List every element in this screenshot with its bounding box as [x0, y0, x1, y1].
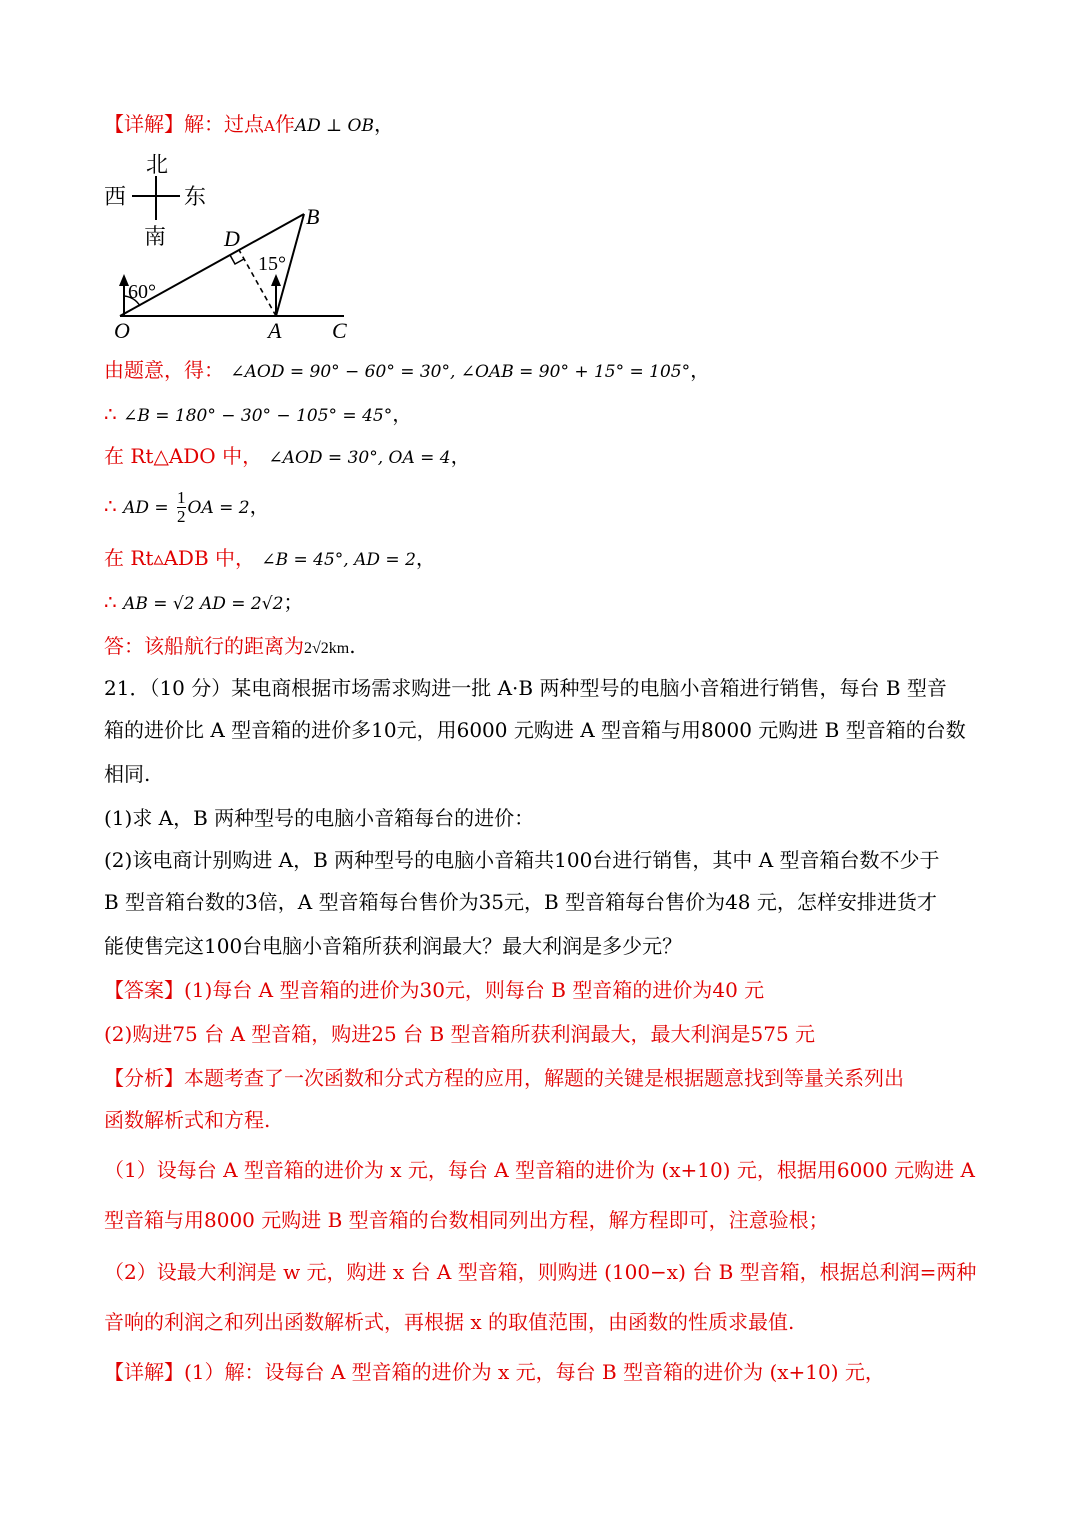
detail-part-1: 【详解】(1）解：设每台 A 型音箱的进价为 x 元，每台 B 型音箱的进价为 (x+10) 元， [104, 1360, 885, 1384]
problem-21-answer-1: 【答案】(1)每台 A 型音箱的进价为30元，则每台 B 型音箱的进价为40 元 [104, 978, 765, 1002]
step-4-fraction [177, 489, 186, 526]
problem-21-question-2-line-1: (2)该电商计别购进 A，B 两种型号的电脑小音箱共100台进行销售，其中 A 型音箱台数不少于 [104, 848, 940, 872]
analysis-part-1-line-2: 型音箱与用8000 元购进 B 型音箱的台数相同列出方程，解方程即可，注意验根； [104, 1208, 829, 1232]
right-angle-mark [230, 255, 244, 264]
fraction-denominator: 2 [177, 507, 186, 526]
detail-intro [104, 110, 394, 140]
answer-end: . [349, 634, 356, 658]
compass-north: 北 [146, 152, 169, 177]
label-O: O [114, 318, 130, 343]
step-5-end: ， [415, 546, 436, 570]
step-3-math: ∠AOD = 30°, OA = 4 [268, 448, 451, 468]
angle-15-label: 15° [258, 253, 286, 275]
step-4-rhs: OA = 2 [187, 498, 250, 518]
detail-intro-end: ， [373, 112, 394, 136]
step-2-end: ， [392, 402, 413, 426]
step-6-therefore: ∴ [104, 590, 117, 614]
label-A: A [268, 318, 282, 343]
solution-step-2 [104, 400, 412, 430]
step-4-lhs: AD = [123, 498, 169, 518]
detail-intro-tail: 作 [274, 112, 295, 136]
solution-step-3 [104, 442, 471, 472]
solution-step-6 [104, 588, 303, 618]
step-5-math: ∠B = 45°, AD = 2 [261, 550, 416, 570]
north-arrow-A-head [271, 274, 281, 286]
detail-intro-math: AD ⊥ OB [294, 116, 374, 136]
analysis-part-2-line-2: 音响的利润之和列出函数解析式，再根据 x 的取值范围，由函数的性质求最值. [104, 1310, 795, 1334]
problem-21-answer-2: (2)购进75 台 A 型音箱，购进25 台 B 型音箱所获利润最大，最大利润是575 元 [104, 1022, 816, 1046]
step-4-end: ， [249, 494, 270, 518]
compass-west: 西 [104, 184, 127, 209]
step-2-therefore: ∴ [104, 402, 117, 426]
analysis-part-1-line-1: （1）设每台 A 型音箱的进价为 x 元，每台 A 型音箱的进价为 (x+10) 元，根据用6000 元购进 A [104, 1158, 975, 1182]
step-3-text: 在 Rt△ADO 中， [104, 444, 263, 468]
fraction-numerator: 1 [177, 488, 186, 507]
step-1-math: ∠AOD = 90° − 60° = 30°, ∠OAB = 90° + 15° = 105° [230, 362, 691, 382]
problem-21-question-1: (1)求 A，B 两种型号的电脑小音箱每台的进价： [104, 806, 535, 830]
compass-south: 南 [144, 224, 167, 249]
problem-21-line-3: 相同. [104, 762, 151, 786]
angle-60-label: 60° [128, 281, 156, 303]
step-1-text: 由题意，得： [104, 358, 224, 382]
analysis-line-2: 函数解析式和方程. [104, 1108, 271, 1132]
problem-21-line-2: 箱的进价比 A 型音箱的进价多10元，用6000 元购进 A 型音箱与用8000 元购进 B 型音箱的台数 [104, 718, 966, 742]
solution-step-4 [104, 486, 270, 536]
label-B: B [306, 204, 320, 229]
problem-21-question-2-line-3: 能使售完这100台电脑小音箱所获利润最大？最大利润是多少元？ [104, 934, 683, 958]
step-4-therefore: ∴ [104, 494, 117, 518]
step-2-math: ∠B = 180° − 30° − 105° = 45° [123, 406, 393, 426]
answer-value: 2√2km [304, 640, 350, 657]
detail-intro-point: A [264, 117, 275, 135]
solution-step-1 [104, 356, 710, 386]
answer-text: 答：该船航行的距离为 [104, 634, 304, 658]
problem-21-line-1: 21．（10 分）某电商根据市场需求购进一批 A·B 两种型号的电脑小音箱进行销售，每台 B 型音 [104, 676, 947, 700]
step-3-end: ， [450, 444, 471, 468]
analysis-part-2-line-1: （2）设最大利润是 w 元，购进 x 台 A 型音箱，则购进 (100−x) 台 B 型音箱，根据总利润=两种 [104, 1260, 977, 1284]
solution-step-5 [104, 544, 436, 574]
problem-21-question-2-line-2: B 型音箱台数的3倍，A 型音箱每台售价为35元，B 型音箱每台售价为48 元，怎样安排进货才 [104, 890, 937, 914]
label-D: D [224, 226, 240, 251]
analysis-line-1: 【分析】本题考查了一次函数和分式方程的应用，解题的关键是根据题意找到等量关系列出 [104, 1066, 904, 1090]
label-C: C [332, 318, 347, 343]
step-6-end: ； [283, 590, 304, 614]
geometry-figure [96, 146, 366, 346]
step-1-end: ， [690, 358, 711, 382]
geometry-answer [104, 632, 356, 663]
detail-intro-text: 【详解】解：过点 [104, 112, 264, 136]
compass-east: 东 [184, 184, 207, 209]
step-5-text: 在 Rt▵ADB 中， [104, 546, 256, 570]
step-6-math: AB = √2 AD = 2√2 [123, 594, 284, 614]
